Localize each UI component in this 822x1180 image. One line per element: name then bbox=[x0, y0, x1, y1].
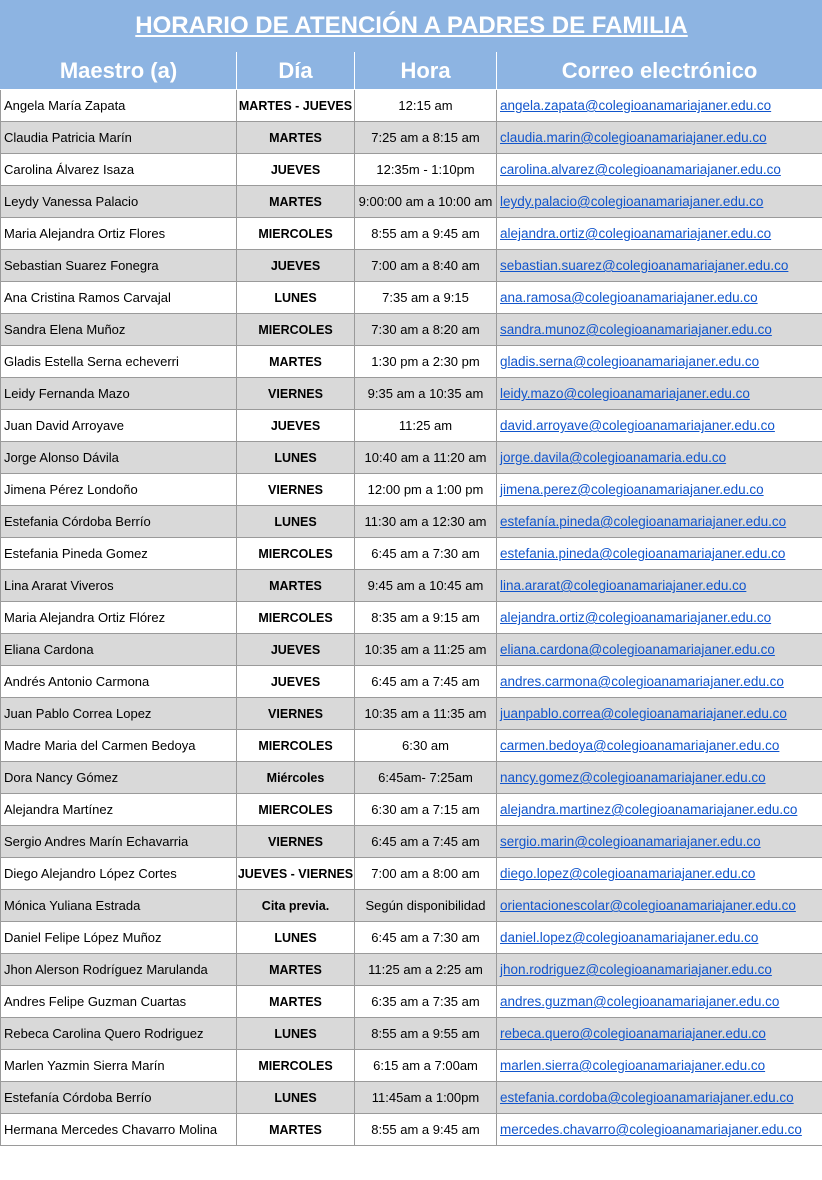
header-day: Día bbox=[237, 52, 355, 90]
day-cell: VIERNES bbox=[237, 826, 355, 858]
table-row bbox=[1, 1082, 822, 1114]
table-row bbox=[1, 250, 822, 282]
table-row bbox=[1, 890, 822, 922]
email-link[interactable]: gladis.serna@colegioanamariajaner.edu.co bbox=[497, 346, 822, 378]
hour-cell: 10:35 am a 11:25 am bbox=[355, 634, 497, 666]
hour-cell: 7:00 am a 8:00 am bbox=[355, 858, 497, 890]
teacher-name-cell: Jorge Alonso Dávila bbox=[1, 442, 237, 474]
day-cell: LUNES bbox=[237, 1082, 355, 1114]
day-cell: MIERCOLES bbox=[237, 794, 355, 826]
hour-cell: 7:25 am a 8:15 am bbox=[355, 122, 497, 154]
hour-cell: 11:25 am bbox=[355, 410, 497, 442]
table-row bbox=[1, 154, 822, 186]
email-link[interactable]: alejandra.ortiz@colegioanamariajaner.edu.co bbox=[497, 218, 822, 250]
email-link[interactable]: estefania.pineda@colegioanamariajaner.edu.co bbox=[497, 538, 822, 570]
day-cell: VIERNES bbox=[237, 698, 355, 730]
table-row bbox=[1, 826, 822, 858]
day-cell: LUNES bbox=[237, 922, 355, 954]
teacher-name-cell: Angela María Zapata bbox=[1, 90, 237, 122]
teacher-name-cell: Rebeca Carolina Quero Rodriguez bbox=[1, 1018, 237, 1050]
day-cell: Miércoles bbox=[237, 762, 355, 794]
day-cell: MARTES bbox=[237, 346, 355, 378]
teacher-name-cell: Sebastian Suarez Fonegra bbox=[1, 250, 237, 282]
teacher-name-cell: Sergio Andres Marín Echavarria bbox=[1, 826, 237, 858]
header-teacher: Maestro (a) bbox=[1, 52, 237, 90]
day-cell: JUEVES bbox=[237, 410, 355, 442]
hour-cell: 8:55 am a 9:55 am bbox=[355, 1018, 497, 1050]
teacher-name-cell: Jimena Pérez Londoño bbox=[1, 474, 237, 506]
table-row bbox=[1, 1050, 822, 1082]
table-row bbox=[1, 698, 822, 730]
hour-cell: 7:00 am a 8:40 am bbox=[355, 250, 497, 282]
email-link[interactable]: juanpablo.correa@colegioanamariajaner.edu.co bbox=[497, 698, 822, 730]
email-link[interactable]: angela.zapata@colegioanamariajaner.edu.co bbox=[497, 90, 822, 122]
hour-cell: 8:35 am a 9:15 am bbox=[355, 602, 497, 634]
table-row bbox=[1, 442, 822, 474]
hour-cell: 6:45 am a 7:45 am bbox=[355, 666, 497, 698]
email-link[interactable]: alejandra.martinez@colegioanamariajaner.edu.co bbox=[497, 794, 822, 826]
email-link[interactable]: sergio.marin@colegioanamariajaner.edu.co bbox=[497, 826, 822, 858]
email-link[interactable]: mercedes.chavarro@colegioanamariajaner.edu.co bbox=[497, 1114, 822, 1146]
day-cell: JUEVES bbox=[237, 154, 355, 186]
day-cell: MARTES bbox=[237, 570, 355, 602]
email-link[interactable]: orientacionescolar@colegioanamariajaner.edu.co bbox=[497, 890, 822, 922]
email-link[interactable]: daniel.lopez@colegioanamariajaner.edu.co bbox=[497, 922, 822, 954]
teacher-name-cell: Daniel Felipe López Muñoz bbox=[1, 922, 237, 954]
day-cell: JUEVES bbox=[237, 634, 355, 666]
day-cell: LUNES bbox=[237, 506, 355, 538]
day-cell: MARTES - JUEVES bbox=[237, 90, 355, 122]
table-row bbox=[1, 90, 822, 122]
day-cell: VIERNES bbox=[237, 378, 355, 410]
table-row bbox=[1, 986, 822, 1018]
hour-cell: 1:30 pm a 2:30 pm bbox=[355, 346, 497, 378]
day-cell: MIERCOLES bbox=[237, 730, 355, 762]
day-cell: LUNES bbox=[237, 1018, 355, 1050]
teacher-name-cell: Andres Felipe Guzman Cuartas bbox=[1, 986, 237, 1018]
teacher-name-cell: Estefania Córdoba Berrío bbox=[1, 506, 237, 538]
table-row bbox=[1, 346, 822, 378]
day-cell: MARTES bbox=[237, 186, 355, 218]
title-row bbox=[1, 1, 822, 52]
table-row bbox=[1, 410, 822, 442]
hour-cell: 6:35 am a 7:35 am bbox=[355, 986, 497, 1018]
hour-cell: 10:35 am a 11:35 am bbox=[355, 698, 497, 730]
day-cell: JUEVES - VIERNES bbox=[237, 858, 355, 890]
day-cell: MARTES bbox=[237, 986, 355, 1018]
email-link[interactable]: carmen.bedoya@colegioanamariajaner.edu.co bbox=[497, 730, 822, 762]
table-row bbox=[1, 474, 822, 506]
email-link[interactable]: estefanía.pineda@colegioanamariajaner.edu.co bbox=[497, 506, 822, 538]
table-row bbox=[1, 122, 822, 154]
email-link[interactable]: nancy.gomez@colegioanamariajaner.edu.co bbox=[497, 762, 822, 794]
day-cell: JUEVES bbox=[237, 666, 355, 698]
hour-cell: 9:00:00 am a 10:00 am bbox=[355, 186, 497, 218]
table-row bbox=[1, 762, 822, 794]
teacher-name-cell: Jhon Alerson Rodríguez Marulanda bbox=[1, 954, 237, 986]
table-row bbox=[1, 218, 822, 250]
hour-cell: 6:15 am a 7:00am bbox=[355, 1050, 497, 1082]
table-row bbox=[1, 794, 822, 826]
day-cell: JUEVES bbox=[237, 250, 355, 282]
teacher-name-cell: Eliana Cardona bbox=[1, 634, 237, 666]
teacher-name-cell: Juan David Arroyave bbox=[1, 410, 237, 442]
teacher-name-cell: Maria Alejandra Ortiz Flórez bbox=[1, 602, 237, 634]
day-cell: MIERCOLES bbox=[237, 602, 355, 634]
day-cell: MIERCOLES bbox=[237, 218, 355, 250]
table-row bbox=[1, 1018, 822, 1050]
page-title: HORARIO DE ATENCIÓN A PADRES DE FAMILIA bbox=[1, 1, 822, 52]
hour-cell: 6:30 am a 7:15 am bbox=[355, 794, 497, 826]
email-link[interactable]: sebastian.suarez@colegioanamariajaner.edu.co bbox=[497, 250, 822, 282]
hour-cell: 7:35 am a 9:15 bbox=[355, 282, 497, 314]
email-link[interactable]: ana.ramosa@colegioanamariajaner.edu.co bbox=[497, 282, 822, 314]
teacher-name-cell: Juan Pablo Correa Lopez bbox=[1, 698, 237, 730]
teacher-name-cell: Andrés Antonio Carmona bbox=[1, 666, 237, 698]
email-link[interactable]: rebeca.quero@colegioanamariajaner.edu.co bbox=[497, 1018, 822, 1050]
teacher-name-cell: Carolina Álvarez Isaza bbox=[1, 154, 237, 186]
teacher-name-cell: Hermana Mercedes Chavarro Molina bbox=[1, 1114, 237, 1146]
email-link[interactable]: leydy.palacio@colegioanamariajaner.edu.co bbox=[497, 186, 822, 218]
teacher-name-cell: Maria Alejandra Ortiz Flores bbox=[1, 218, 237, 250]
teacher-name-cell: Mónica Yuliana Estrada bbox=[1, 890, 237, 922]
hour-cell: 9:35 am a 10:35 am bbox=[355, 378, 497, 410]
email-link[interactable]: leidy.mazo@colegioanamariajaner.edu.co bbox=[497, 378, 822, 410]
hour-cell: Según disponibilidad bbox=[355, 890, 497, 922]
header-hour: Hora bbox=[355, 52, 497, 90]
email-link[interactable]: diego.lopez@colegioanamariajaner.edu.co bbox=[497, 858, 822, 890]
teacher-name-cell: Ana Cristina Ramos Carvajal bbox=[1, 282, 237, 314]
email-link[interactable]: sandra.munoz@colegioanamariajaner.edu.co bbox=[497, 314, 822, 346]
teacher-name-cell: Diego Alejandro López Cortes bbox=[1, 858, 237, 890]
hour-cell: 6:45am- 7:25am bbox=[355, 762, 497, 794]
header-email: Correo electrónico bbox=[497, 52, 822, 90]
day-cell: MIERCOLES bbox=[237, 538, 355, 570]
day-cell: Cita previa. bbox=[237, 890, 355, 922]
hour-cell: 11:45am a 1:00pm bbox=[355, 1082, 497, 1114]
email-link[interactable]: andres.carmona@colegioanamariajaner.edu.co bbox=[497, 666, 822, 698]
table-row bbox=[1, 730, 822, 762]
day-cell: MARTES bbox=[237, 954, 355, 986]
hour-cell: 10:40 am a 11:20 am bbox=[355, 442, 497, 474]
hour-cell: 6:45 am a 7:30 am bbox=[355, 538, 497, 570]
email-link[interactable]: jorge.davila@colegioanamaria.edu.co bbox=[497, 442, 822, 474]
hour-cell: 12:00 pm a 1:00 pm bbox=[355, 474, 497, 506]
day-cell: MIERCOLES bbox=[237, 314, 355, 346]
email-link[interactable]: carolina.alvarez@colegioanamariajaner.edu.co bbox=[497, 154, 822, 186]
teacher-name-cell: Alejandra Martínez bbox=[1, 794, 237, 826]
email-link[interactable]: claudia.marin@colegioanamariajaner.edu.co bbox=[497, 122, 822, 154]
teacher-name-cell: Leydy Vanessa Palacio bbox=[1, 186, 237, 218]
email-link[interactable]: david.arroyave@colegioanamariajaner.edu.co bbox=[497, 410, 822, 442]
hour-cell: 6:30 am bbox=[355, 730, 497, 762]
email-link[interactable]: eliana.cardona@colegioanamariajaner.edu.co bbox=[497, 634, 822, 666]
hour-cell: 9:45 am a 10:45 am bbox=[355, 570, 497, 602]
teacher-name-cell: Madre Maria del Carmen Bedoya bbox=[1, 730, 237, 762]
teacher-name-cell: Dora Nancy Gómez bbox=[1, 762, 237, 794]
hour-cell: 6:45 am a 7:45 am bbox=[355, 826, 497, 858]
email-link[interactable]: jimena.perez@colegioanamariajaner.edu.co bbox=[497, 474, 822, 506]
email-link[interactable]: lina.ararat@colegioanamariajaner.edu.co bbox=[497, 570, 822, 602]
table-row bbox=[1, 666, 822, 698]
table-row bbox=[1, 570, 822, 602]
day-cell: LUNES bbox=[237, 282, 355, 314]
day-cell: MARTES bbox=[237, 1114, 355, 1146]
email-link[interactable]: estefania.cordoba@colegioanamariajaner.edu.co bbox=[497, 1082, 822, 1114]
hour-cell: 7:30 am a 8:20 am bbox=[355, 314, 497, 346]
teacher-name-cell: Gladis Estella Serna echeverri bbox=[1, 346, 237, 378]
email-link[interactable]: alejandra.ortiz@colegioanamariajaner.edu.co bbox=[497, 602, 822, 634]
table-row bbox=[1, 634, 822, 666]
table-row bbox=[1, 922, 822, 954]
hour-cell: 8:55 am a 9:45 am bbox=[355, 1114, 497, 1146]
day-cell: MARTES bbox=[237, 122, 355, 154]
teacher-name-cell: Lina Ararat Viveros bbox=[1, 570, 237, 602]
day-cell: MIERCOLES bbox=[237, 1050, 355, 1082]
teacher-name-cell: Estefania Pineda Gomez bbox=[1, 538, 237, 570]
header-row bbox=[1, 52, 822, 90]
table-row bbox=[1, 954, 822, 986]
email-link[interactable]: jhon.rodriguez@colegioanamariajaner.edu.co bbox=[497, 954, 822, 986]
hour-cell: 8:55 am a 9:45 am bbox=[355, 218, 497, 250]
email-link[interactable]: andres.guzman@colegioanamariajaner.edu.co bbox=[497, 986, 822, 1018]
hour-cell: 12:35m - 1:10pm bbox=[355, 154, 497, 186]
table-row bbox=[1, 602, 822, 634]
table-row bbox=[1, 858, 822, 890]
teacher-name-cell: Leidy Fernanda Mazo bbox=[1, 378, 237, 410]
teacher-name-cell: Claudia Patricia Marín bbox=[1, 122, 237, 154]
table-row bbox=[1, 186, 822, 218]
email-link[interactable]: marlen.sierra@colegioanamariajaner.edu.co bbox=[497, 1050, 822, 1082]
table-row bbox=[1, 378, 822, 410]
hour-cell: 6:45 am a 7:30 am bbox=[355, 922, 497, 954]
teacher-name-cell: Sandra Elena Muñoz bbox=[1, 314, 237, 346]
teacher-name-cell: Marlen Yazmin Sierra Marín bbox=[1, 1050, 237, 1082]
day-cell: LUNES bbox=[237, 442, 355, 474]
table-row bbox=[1, 314, 822, 346]
hour-cell: 11:30 am a 12:30 am bbox=[355, 506, 497, 538]
hour-cell: 11:25 am a 2:25 am bbox=[355, 954, 497, 986]
day-cell: VIERNES bbox=[237, 474, 355, 506]
table-row bbox=[1, 538, 822, 570]
table-row bbox=[1, 282, 822, 314]
hour-cell: 12:15 am bbox=[355, 90, 497, 122]
table-row bbox=[1, 1114, 822, 1146]
teacher-name-cell: Estefanía Córdoba Berrío bbox=[1, 1082, 237, 1114]
table-row bbox=[1, 506, 822, 538]
